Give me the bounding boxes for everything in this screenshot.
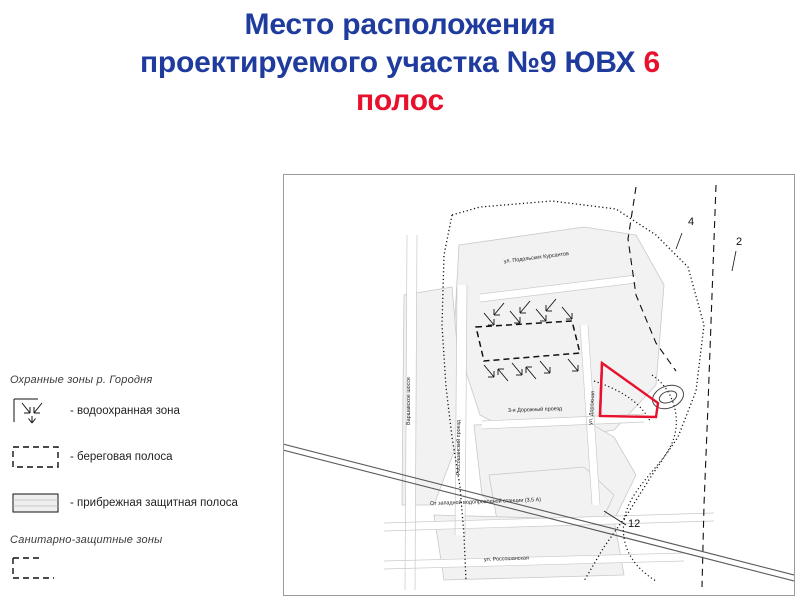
street-label: ул. Россошанская [483,555,529,563]
street-label: ул. Подольских Курсантов [503,251,570,265]
map-marker: 2 [736,236,743,248]
map-marker: 4 [688,216,695,228]
map-drawing [284,175,794,595]
legend-item-sanitary-zone [8,552,278,586]
street-label: Россошанский проезд [456,420,462,475]
legend-item-shoreline-strip [8,440,278,474]
page-title [10,6,790,120]
street-label: 3-я Дорожный проезд [507,406,563,414]
title-line-3: полос [356,84,444,117]
arrows-hatch-icon [8,394,64,428]
legend-label: - водоохранная зона [70,405,180,417]
legend-heading: Охранные зоны р. Городня [10,374,153,386]
title-line-2 [10,44,790,82]
legend-label: - прибрежная защитная полоса [70,497,238,509]
legend [8,374,278,598]
dashed-open-rect-icon [8,552,64,586]
title-line-1: Место расположения [244,8,556,41]
legend-label: - береговая полоса [70,451,173,463]
legend-heading-2: Санитарно-защитные зоны [10,534,163,546]
map-marker: 12 [628,518,641,530]
legend-item-coastal-protection-strip [8,486,278,520]
site-location-map [283,174,795,596]
title-line-2-text: проектируемого участка №9 ЮВХ [140,46,644,79]
legend-item-water-protection-zone [8,394,278,428]
dashed-rect-icon [8,440,64,474]
street-label: Варшавское шоссе [406,376,412,425]
title-line-2-accent: 6 [643,46,660,79]
shaded-band-icon [8,486,64,520]
street-label: От западной водопроводной станции (3,5 А) [429,497,542,507]
street-label: ул. Дорожная [588,390,597,426]
